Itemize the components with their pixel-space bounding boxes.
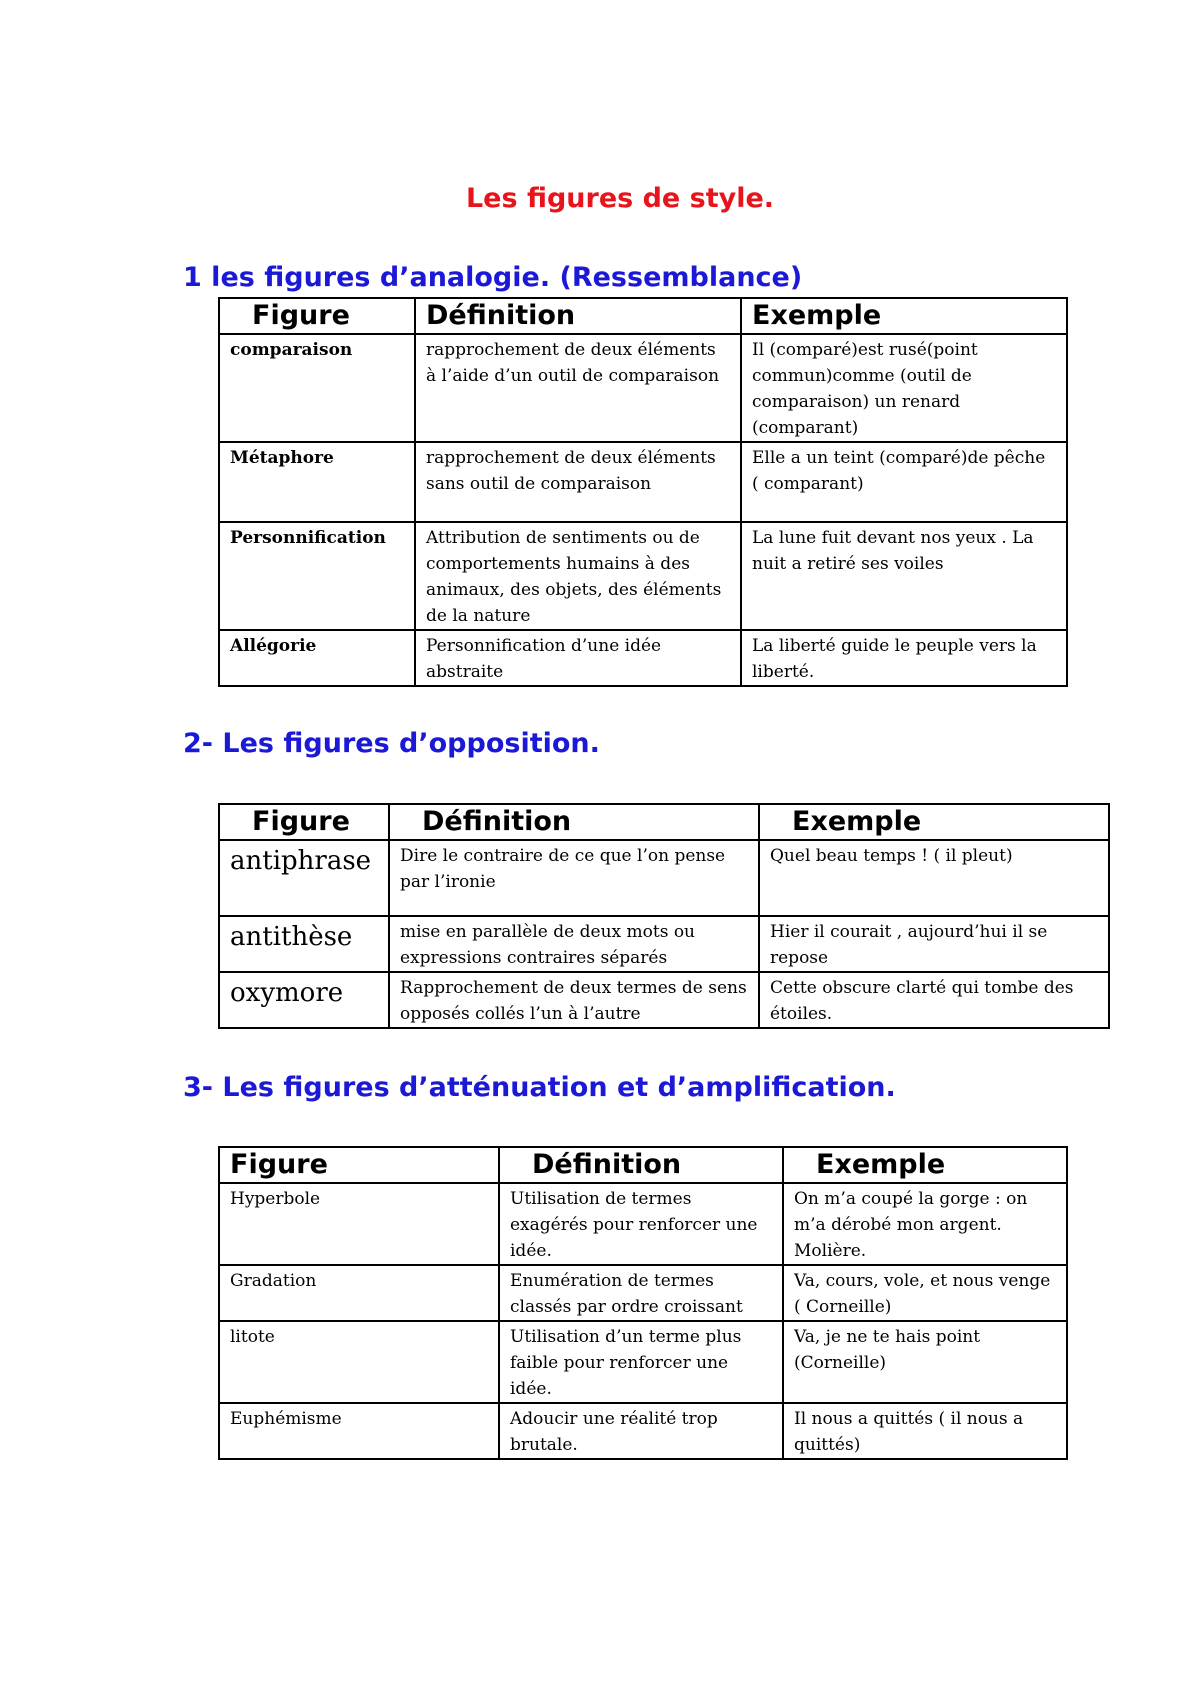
table-row	[219, 916, 1109, 972]
column-header-exemple: Exemple	[741, 298, 1067, 334]
example-cell: Va, je ne te hais point (Corneille)	[783, 1321, 1067, 1403]
definition-cell: Utilisation de termes exagérés pour renforcer une idée.	[499, 1183, 783, 1265]
table-row	[219, 630, 1067, 686]
figure-cell: Métaphore	[219, 442, 415, 522]
page-title: Les figures de style.	[465, 183, 775, 214]
figure-cell: Personnification	[219, 522, 415, 630]
definition-cell: Dire le contraire de ce que l’on pense par l’ironie	[389, 840, 759, 916]
example-cell: La lune fuit devant nos yeux . La nuit a retiré ses voiles	[741, 522, 1067, 630]
definition-cell: Attribution de sentiments ou de comportements humains à des animaux, des objets, des éléments de la nature	[415, 522, 741, 630]
table-row	[219, 1183, 1067, 1265]
section-heading-attenuation: 3- Les figures d’atténuation et d’amplification.	[183, 1072, 896, 1103]
section-heading-opposition: 2- Les figures d’opposition.	[183, 728, 600, 759]
definition-cell: rapprochement de deux éléments sans outil de comparaison	[415, 442, 741, 522]
table-row	[219, 442, 1067, 522]
column-header-definition: Définition	[499, 1147, 783, 1183]
table-header-row	[219, 1147, 1067, 1183]
definition-cell: Rapprochement de deux termes de sens opposés collés l’un à l’autre	[389, 972, 759, 1028]
opposition-table	[218, 803, 1110, 1029]
definition-cell: mise en parallèle de deux mots ou expressions contraires séparés	[389, 916, 759, 972]
example-cell: Quel beau temps ! ( il pleut)	[759, 840, 1109, 916]
table-row	[219, 1403, 1067, 1459]
example-cell: Il (comparé)est rusé(point commun)comme (outil de comparaison) un renard (comparant)	[741, 334, 1067, 442]
figure-cell: Hyperbole	[219, 1183, 499, 1265]
definition-cell: Enumération de termes classés par ordre croissant	[499, 1265, 783, 1321]
table-row	[219, 972, 1109, 1028]
example-cell: On m’a coupé la gorge : on m’a dérobé mon argent. Molière.	[783, 1183, 1067, 1265]
table-row	[219, 334, 1067, 442]
example-cell: La liberté guide le peuple vers la liberté.	[741, 630, 1067, 686]
table-header-row	[219, 298, 1067, 334]
figure-cell: oxymore	[219, 972, 389, 1028]
table-header-row	[219, 804, 1109, 840]
column-header-definition: Définition	[389, 804, 759, 840]
figure-cell: litote	[219, 1321, 499, 1403]
table-row	[219, 1265, 1067, 1321]
figure-cell: Gradation	[219, 1265, 499, 1321]
table-row	[219, 840, 1109, 916]
definition-cell: rapprochement de deux éléments à l’aide d’un outil de comparaison	[415, 334, 741, 442]
figure-cell: antithèse	[219, 916, 389, 972]
column-header-figure: Figure	[219, 298, 415, 334]
section-heading-analogie: 1 les figures d’analogie. (Ressemblance)	[183, 262, 803, 293]
example-cell: Elle a un teint (comparé)de pêche ( comparant)	[741, 442, 1067, 522]
example-cell: Il nous a quittés ( il nous a quittés)	[783, 1403, 1067, 1459]
column-header-definition: Définition	[415, 298, 741, 334]
attenuation-table	[218, 1146, 1068, 1460]
figure-cell: comparaison	[219, 334, 415, 442]
column-header-exemple: Exemple	[759, 804, 1109, 840]
figure-cell: Allégorie	[219, 630, 415, 686]
column-header-figure: Figure	[219, 1147, 499, 1183]
definition-cell: Utilisation d’un terme plus faible pour renforcer une idée.	[499, 1321, 783, 1403]
definition-cell: Adoucir une réalité trop brutale.	[499, 1403, 783, 1459]
analogie-table	[218, 297, 1068, 687]
table-row	[219, 522, 1067, 630]
figure-cell: antiphrase	[219, 840, 389, 916]
example-cell: Hier il courait , aujourd’hui il se repose	[759, 916, 1109, 972]
figure-cell: Euphémisme	[219, 1403, 499, 1459]
example-cell: Cette obscure clarté qui tombe des étoiles.	[759, 972, 1109, 1028]
example-cell: Va, cours, vole, et nous venge ( Corneille)	[783, 1265, 1067, 1321]
column-header-exemple: Exemple	[783, 1147, 1067, 1183]
definition-cell: Personnification d’une idée abstraite	[415, 630, 741, 686]
table-row	[219, 1321, 1067, 1403]
column-header-figure: Figure	[219, 804, 389, 840]
